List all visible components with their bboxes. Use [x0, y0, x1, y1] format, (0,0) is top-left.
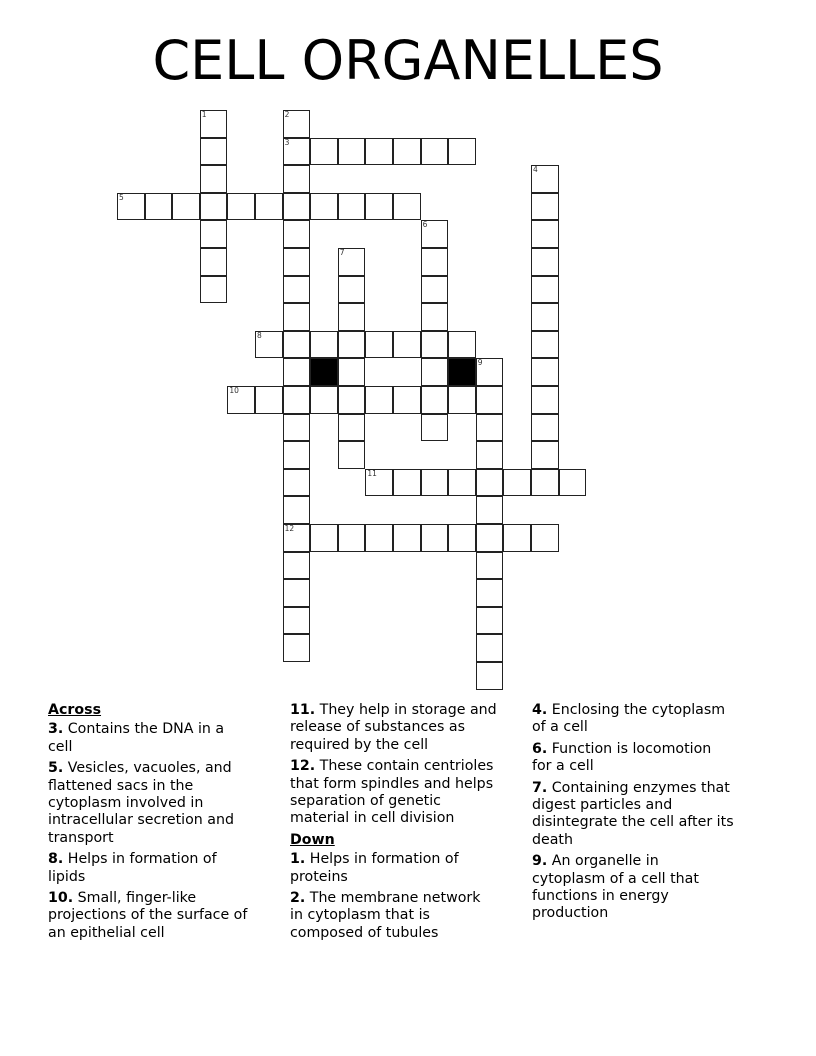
grid-cell[interactable]: [531, 441, 559, 469]
clue-number: 1: [201, 110, 207, 119]
grid-cell[interactable]: [421, 414, 449, 442]
grid-cell[interactable]: [476, 414, 504, 442]
grid-cell[interactable]: [531, 220, 559, 248]
grid-cell[interactable]: [283, 358, 311, 386]
grid-cell[interactable]: [338, 303, 366, 331]
grid-cell[interactable]: [200, 193, 228, 221]
grid-cell[interactable]: [283, 607, 311, 635]
grid-cell[interactable]: [503, 469, 531, 497]
grid-cell[interactable]: [310, 524, 338, 552]
grid-cell[interactable]: [338, 358, 366, 386]
clue-number-label: 9.: [532, 853, 548, 870]
clue: [48, 721, 284, 756]
grid-cell[interactable]: [310, 193, 338, 221]
grid-cell[interactable]: [531, 331, 559, 359]
grid-cell[interactable]: [283, 524, 311, 552]
grid-cell[interactable]: [338, 441, 366, 469]
grid-cell[interactable]: [393, 138, 421, 166]
clue-text: Contains the DNA in a cell: [48, 721, 225, 755]
grid-cell[interactable]: [421, 331, 449, 359]
grid-cell[interactable]: [421, 386, 449, 414]
grid-cell[interactable]: [476, 579, 504, 607]
grid-cell[interactable]: [476, 634, 504, 662]
grid-cell[interactable]: [476, 469, 504, 497]
grid-cell[interactable]: [283, 634, 311, 662]
grid-cell[interactable]: [255, 386, 283, 414]
clue-number: 12: [284, 524, 295, 533]
clue: [290, 758, 526, 828]
grid-cell[interactable]: [559, 469, 587, 497]
grid-cell[interactable]: [421, 220, 449, 248]
clue-number: 3: [284, 137, 290, 147]
clue-number: 7: [339, 248, 345, 257]
grid-cell[interactable]: [200, 110, 228, 138]
grid-cell[interactable]: [145, 193, 173, 221]
grid-cell[interactable]: [531, 524, 559, 552]
grid-cell[interactable]: [365, 193, 393, 221]
clue-text: These contain centrioles that form spindles and helps separation of genetic material in cell division: [290, 758, 494, 827]
down-heading: Down: [290, 831, 335, 848]
clue-number-label: 3.: [48, 721, 64, 738]
grid-cell[interactable]: [310, 138, 338, 166]
clue-text: Vesicles, vacuoles, and flattened sacs in the cytoplasm involved in intracellular secretion and transport: [48, 760, 234, 846]
across-heading: Across: [48, 702, 102, 718]
clue-number-label: 12.: [290, 758, 316, 775]
grid-cell[interactable]: [365, 469, 393, 497]
grid-cell[interactable]: [200, 220, 228, 248]
clue-number: 11: [367, 468, 377, 478]
grid-cell[interactable]: [421, 469, 449, 497]
grid-cell[interactable]: [283, 138, 311, 166]
page-title: CELL ORGANELLES: [152, 29, 664, 92]
grid-cell[interactable]: [393, 524, 421, 552]
clue: [48, 890, 284, 942]
grid-cell[interactable]: [448, 331, 476, 359]
clue-number-label: 1.: [290, 851, 306, 868]
grid-cell[interactable]: [200, 138, 228, 166]
clue-number: 8: [257, 330, 262, 340]
grid-cell[interactable]: [283, 579, 311, 607]
grid-cell[interactable]: [503, 524, 531, 552]
grid-cell[interactable]: [200, 276, 228, 304]
clue-text: Small, finger-like projections of the surface of an epithelial cell: [48, 890, 248, 941]
grid-cell[interactable]: [365, 138, 393, 166]
grid-cell[interactable]: [421, 248, 449, 276]
grid-cell[interactable]: [338, 524, 366, 552]
grid-cell[interactable]: [117, 193, 145, 221]
clue-number-label: 5.: [48, 760, 64, 777]
grid-cell[interactable]: [283, 441, 311, 469]
clue: [290, 702, 526, 754]
clue-column-2: [290, 702, 526, 946]
clue: [48, 760, 284, 847]
grid-cell[interactable]: [338, 138, 366, 166]
clue-number-label: 7.: [532, 779, 548, 796]
grid-cell[interactable]: [338, 386, 366, 414]
grid-cell[interactable]: [283, 110, 311, 138]
grid-cell[interactable]: [283, 469, 311, 497]
grid-cell[interactable]: [338, 276, 366, 304]
clue: [532, 702, 802, 737]
clue-text: Containing enzymes that digest particles and disintegrate the cell after its death: [532, 779, 734, 848]
grid-cell[interactable]: [365, 524, 393, 552]
clue-column-3: [532, 702, 802, 927]
grid-cell[interactable]: [476, 524, 504, 552]
grid-cell[interactable]: [172, 193, 200, 221]
clue-number-label: 2.: [290, 890, 306, 907]
grid-cell[interactable]: [283, 386, 311, 414]
grid-cell[interactable]: [283, 496, 311, 524]
grid-cell[interactable]: [283, 552, 311, 580]
grid-cell[interactable]: [227, 386, 255, 414]
clue-text: An organelle in cytoplasm of a cell that functions in energy production: [532, 853, 699, 922]
clue: [290, 890, 526, 942]
grid-cell[interactable]: [448, 524, 476, 552]
clue-number-label: 4.: [532, 702, 548, 718]
grid-cell[interactable]: [255, 331, 283, 359]
grid-cell[interactable]: [421, 138, 449, 166]
grid-cell[interactable]: [283, 248, 311, 276]
clue-number: 4: [533, 165, 538, 175]
grid-cell[interactable]: [531, 193, 559, 221]
grid-cell[interactable]: [227, 193, 255, 221]
grid-cell[interactable]: [476, 552, 504, 580]
clue: [532, 741, 802, 776]
black-cell: [310, 358, 338, 386]
grid-cell[interactable]: [283, 414, 311, 442]
grid-cell[interactable]: [283, 331, 311, 359]
grid-cell[interactable]: [421, 358, 449, 386]
grid-cell[interactable]: [283, 276, 311, 304]
clue-column-1: [48, 702, 284, 946]
clue: [290, 851, 526, 886]
clue-number: 10: [229, 386, 239, 395]
grid-cell[interactable]: [338, 331, 366, 359]
grid-cell[interactable]: [200, 165, 228, 193]
clue-text: Helps in formation of lipids: [48, 851, 217, 885]
clue-text: They help in storage and release of substances as required by the cell: [290, 702, 497, 753]
grid-cell[interactable]: [310, 386, 338, 414]
clue-text: Helps in formation of proteins: [290, 851, 459, 885]
clue: [532, 853, 802, 923]
grid-cell[interactable]: [338, 248, 366, 276]
grid-cell[interactable]: [476, 607, 504, 635]
grid-cell[interactable]: [448, 138, 476, 166]
clue-number-label: 6.: [532, 740, 548, 757]
clue-number: 9: [477, 358, 483, 368]
clue-number: 5: [119, 192, 124, 202]
grid-cell[interactable]: [283, 165, 311, 193]
grid-cell[interactable]: [393, 331, 421, 359]
clue: [532, 780, 802, 850]
clue-number-label: 11.: [290, 702, 316, 718]
grid-cell[interactable]: [531, 414, 559, 442]
grid-cell[interactable]: [338, 414, 366, 442]
grid-cell[interactable]: [393, 193, 421, 221]
grid-cell[interactable]: [283, 220, 311, 248]
grid-cell[interactable]: [531, 165, 559, 193]
grid-cell[interactable]: [393, 469, 421, 497]
grid-cell[interactable]: [531, 469, 559, 497]
clue-number-label: 8.: [48, 851, 64, 868]
grid-cell[interactable]: [283, 303, 311, 331]
grid-cell[interactable]: [531, 276, 559, 304]
clue-number: 2: [284, 110, 290, 119]
clue-text: The membrane network in cytoplasm that is composed of tubules: [290, 890, 481, 941]
grid-cell[interactable]: [476, 662, 504, 690]
clue-text: Function is locomotion for a cell: [532, 740, 712, 775]
clue-number: 6: [422, 220, 428, 230]
grid-cell[interactable]: [476, 441, 504, 469]
grid-cell[interactable]: [531, 303, 559, 331]
grid-cell[interactable]: [310, 331, 338, 359]
grid-cell[interactable]: [448, 386, 476, 414]
grid-cell[interactable]: [476, 496, 504, 524]
clue: [48, 851, 284, 886]
grid-cell[interactable]: [531, 358, 559, 386]
grid-cell[interactable]: [421, 524, 449, 552]
grid-cell[interactable]: [365, 386, 393, 414]
grid-cell[interactable]: [476, 386, 504, 414]
grid-cell[interactable]: [448, 469, 476, 497]
clue-text: Enclosing the cytoplasm of a cell: [532, 702, 726, 736]
black-cell: [448, 358, 476, 386]
grid-cell[interactable]: [338, 193, 366, 221]
grid-cell[interactable]: [393, 386, 421, 414]
grid-cell[interactable]: [531, 386, 559, 414]
grid-cell[interactable]: [531, 248, 559, 276]
grid-cell[interactable]: [255, 193, 283, 221]
clue-number-label: 10.: [48, 890, 74, 907]
grid-cell[interactable]: [421, 276, 449, 304]
grid-cell[interactable]: [200, 248, 228, 276]
grid-cell[interactable]: [365, 331, 393, 359]
grid-cell[interactable]: [476, 358, 504, 386]
grid-cell[interactable]: [421, 303, 449, 331]
grid-cell[interactable]: [283, 193, 311, 221]
